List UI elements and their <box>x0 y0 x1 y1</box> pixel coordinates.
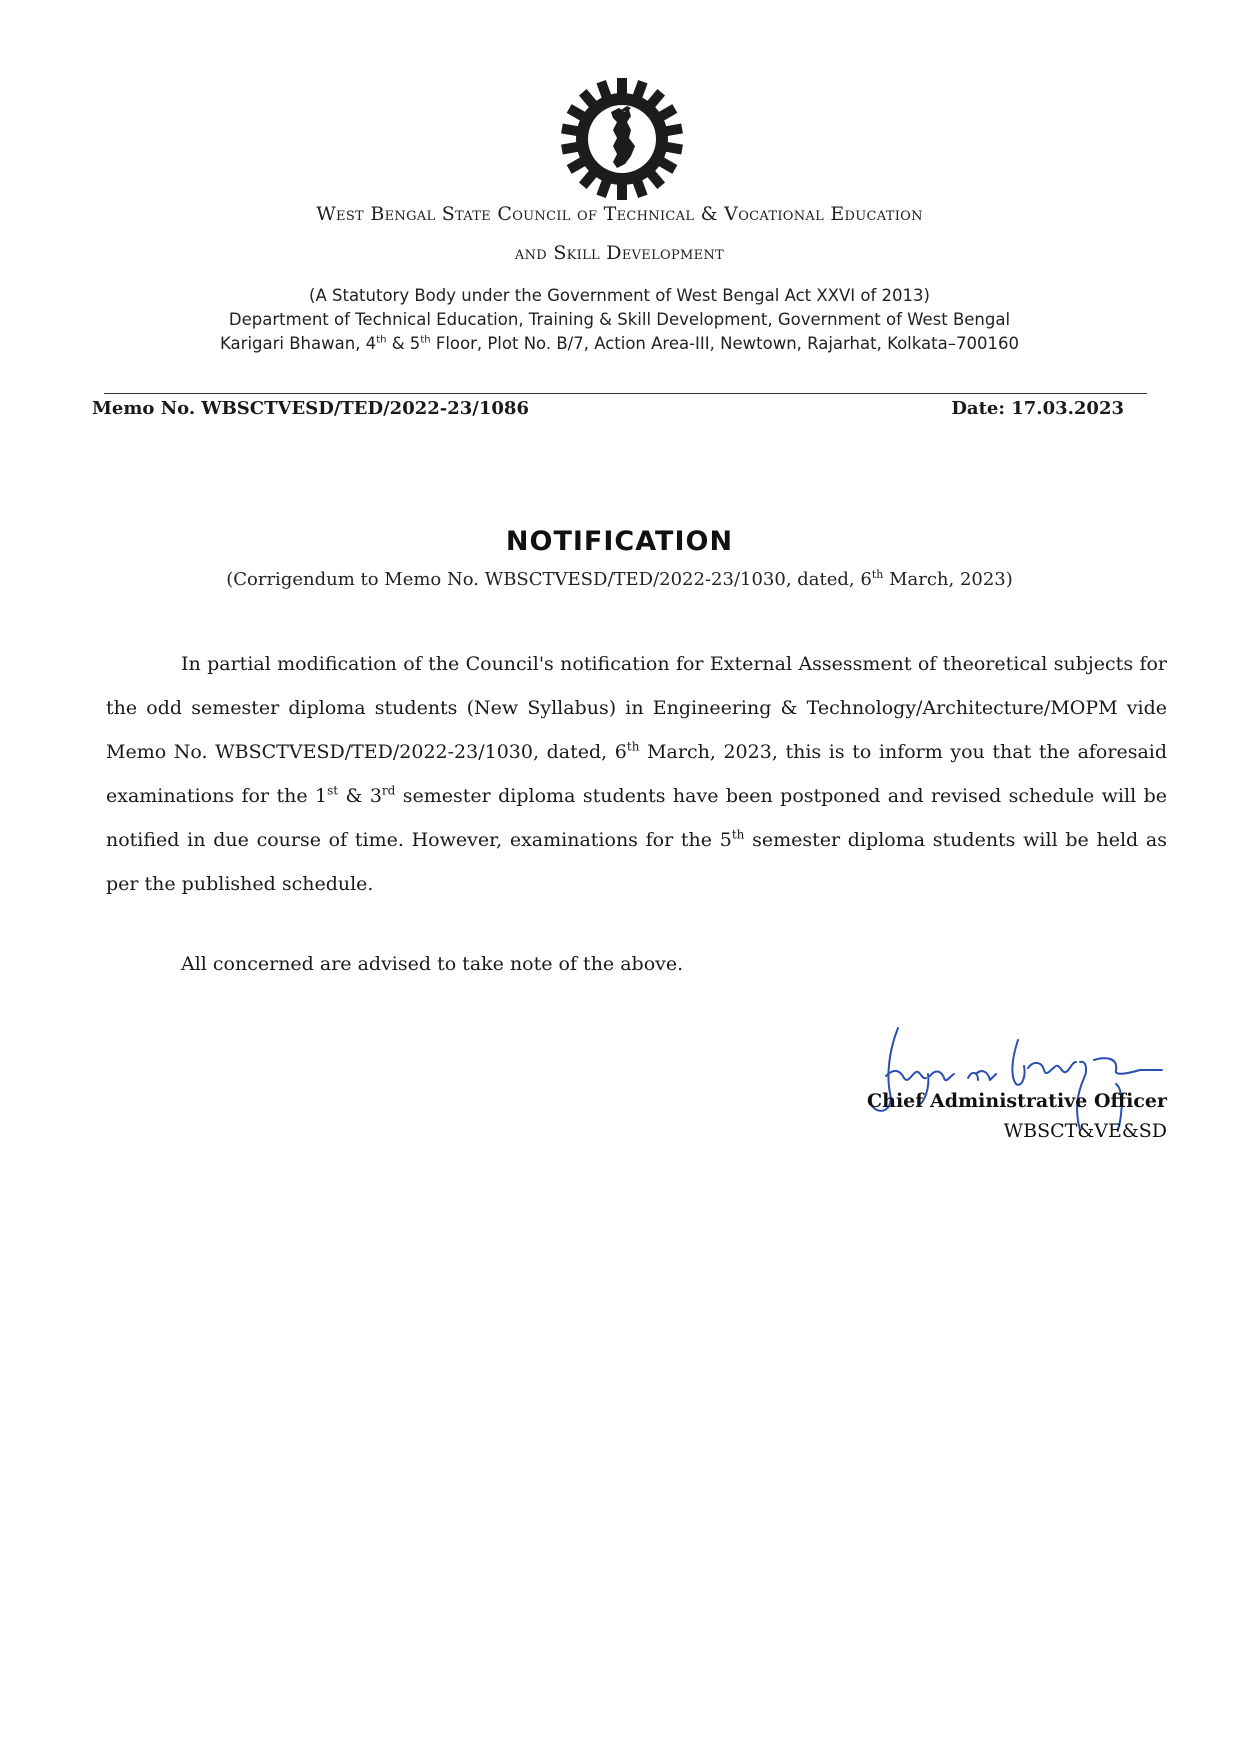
org-name-line-1: West Bengal State Council of Technical & Vocational Education <box>316 203 923 225</box>
org-name-line-2: and Skill Development <box>514 242 725 264</box>
signatory-designation: Chief Administrative Officer <box>867 1090 1167 1112</box>
letterhead-divider <box>104 393 1147 394</box>
notification-body-paragraph: In partial modification of the Council's notification for External Assessment of theoretical subjects for the odd semester diploma students (New Syllabus) in Engineering & Technology/Architecture/MOPM vide Memo No. WBSCTVESD/TED/2022-23/1030, dated, 6th March, 2023, this is to inform you that the aforesaid examinations for the 1st & 3rd semester diploma students have been postponed and revised schedule will be notified in due course of time. However, examinations for the 5th semester diploma students will be held as per the published schedule. <box>106 653 1168 895</box>
memo-date: Date: 17.03.2023 <box>951 398 1124 419</box>
address-line: Karigari Bhawan, 4th & 5th Floor, Plot No. B/7, Action Area-III, Newtown, Rajarhat, Kolkata–700160 <box>220 334 1019 353</box>
notification-title: NOTIFICATION <box>505 526 734 557</box>
closing-paragraph: All concerned are advised to take note of the above. <box>181 953 684 975</box>
department-line: Department of Technical Education, Training & Skill Development, Government of West Bengal <box>228 310 1011 329</box>
council-emblem-icon <box>559 76 685 202</box>
signatory-organisation: WBSCT&VE&SD <box>1003 1120 1167 1142</box>
statutory-body-line: (A Statutory Body under the Government of West Bengal Act XXVI of 2013) <box>309 286 930 305</box>
memo-number: Memo No. WBSCTVESD/TED/2022-23/1086 <box>92 398 529 419</box>
corrigendum-subtitle: (Corrigendum to Memo No. WBSCTVESD/TED/2022-23/1030, dated, 6th March, 2023) <box>226 568 1013 590</box>
